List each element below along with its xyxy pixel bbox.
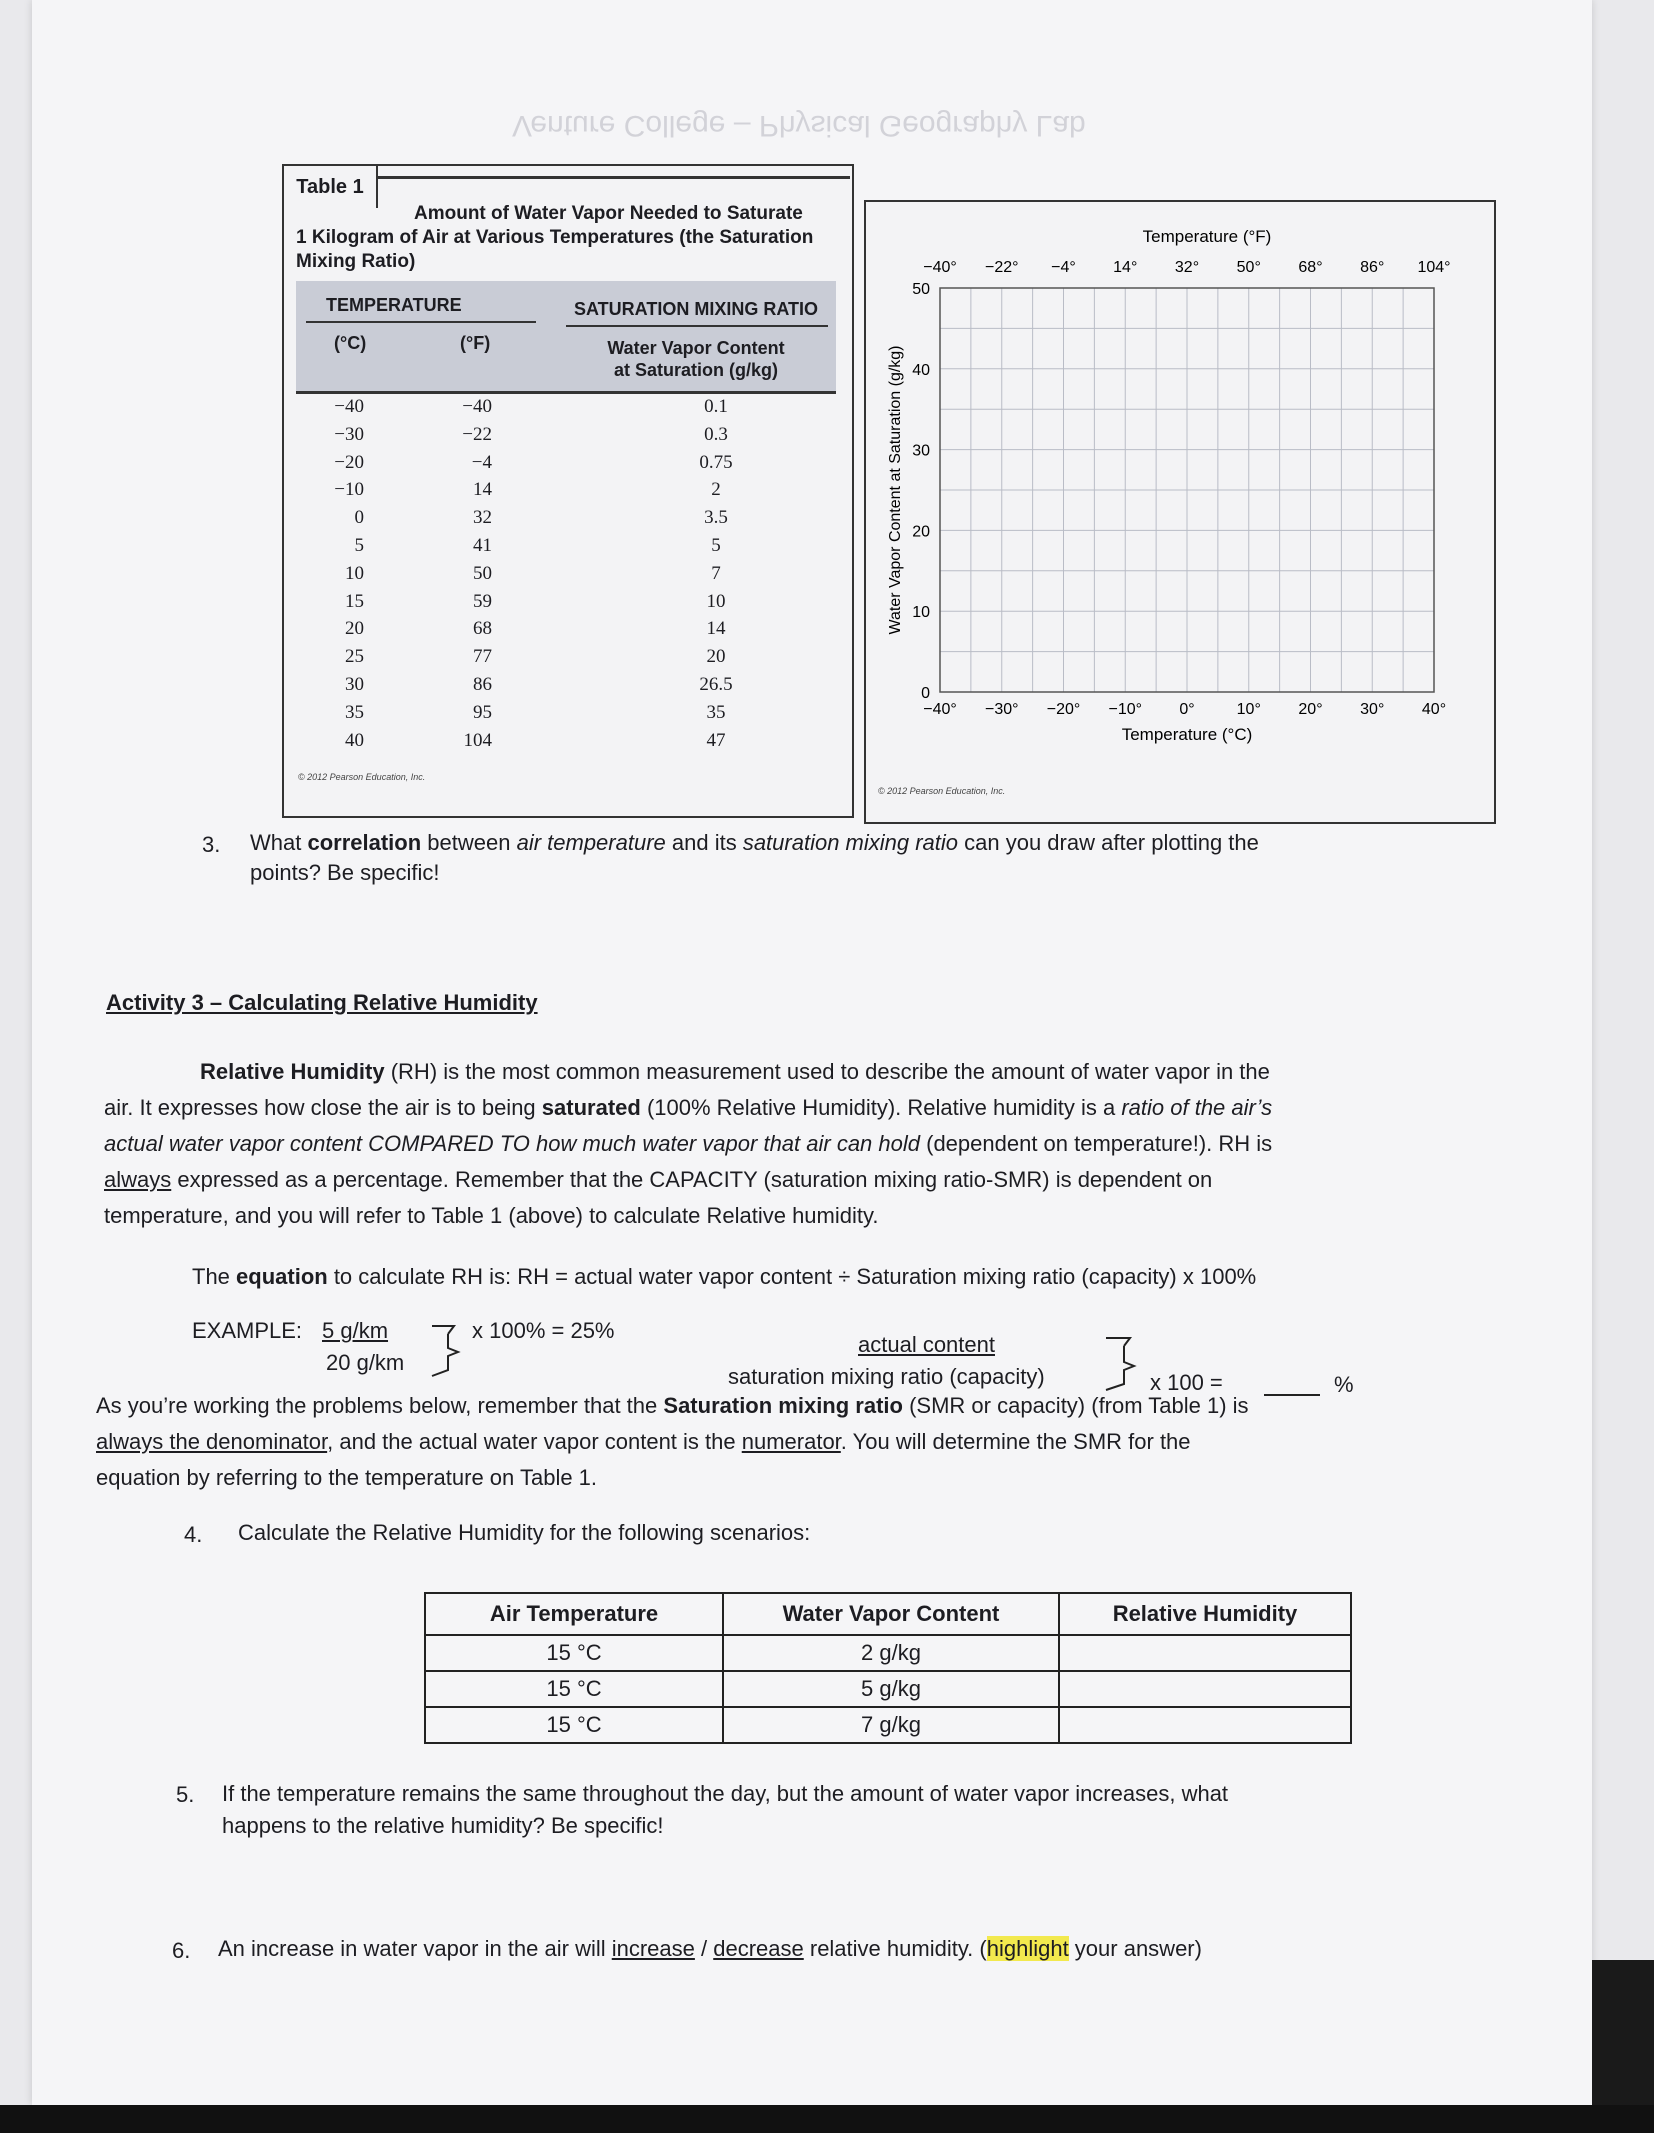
cell-fahrenheit: 95 (473, 701, 492, 723)
x2-tick-label: 14° (1113, 259, 1138, 276)
x-tick-label: 20° (1298, 701, 1323, 718)
table-row (296, 674, 836, 702)
graph-panel (864, 200, 1496, 824)
cell-fahrenheit: 86 (473, 673, 492, 695)
q4-number: 4. (184, 1522, 203, 1547)
table-row (425, 1671, 1351, 1707)
cell-celsius: 25 (345, 646, 364, 668)
cell-relative-humidity-answer[interactable] (1059, 1671, 1351, 1707)
p-text-4: (dependent on temperature!). RH is (920, 1131, 1273, 1156)
activity-3-paragraph (104, 1054, 1544, 1234)
x2-tick-label: 68° (1298, 259, 1323, 276)
x-tick-label: −30° (984, 701, 1019, 718)
cell-celsius: −20 (334, 451, 364, 473)
cell-water-vapor-saturation: 10 (706, 590, 726, 612)
note1-pre: As you’re working the problems below, remember that the (96, 1393, 664, 1418)
p-text-6: temperature, and you will refer to Table 1 (above) to calculate Relative humidity. (104, 1203, 879, 1228)
caption-line-3: Mixing Ratio) (296, 251, 416, 272)
q4-text: Calculate the Relative Humidity for the following scenarios: (238, 1520, 811, 1545)
note2-post: . You will determine the SMR for the (840, 1429, 1191, 1454)
table-row (425, 1635, 1351, 1671)
saturation-chart (866, 202, 1494, 822)
cell-water-vapor-saturation: 26.5 (699, 673, 733, 695)
x-axis-label: Temperature (°C) (1121, 725, 1253, 744)
q6-option-decrease[interactable]: decrease (713, 1936, 804, 1961)
p-text-3: (100% Relative Humidity). Relative humidity is a (640, 1095, 1122, 1120)
table-row (296, 535, 836, 563)
cell-water-vapor-saturation: 0.3 (704, 423, 728, 445)
cell-water-vapor-saturation: 2 (711, 479, 721, 501)
header-temperature: TEMPERATURE (326, 295, 462, 315)
header-relative-humidity: Relative Humidity (1059, 1593, 1351, 1635)
header-rule-smr (566, 325, 828, 327)
table-row (296, 424, 836, 452)
cell-water-vapor-saturation: 35 (706, 701, 726, 723)
q6-mid: relative humidity. ( (803, 1936, 987, 1961)
x-tick-label: 10° (1236, 701, 1261, 718)
cell-water-vapor-content: 5 g/kg (723, 1671, 1059, 1707)
cell-water-vapor-saturation: 7 (711, 562, 721, 584)
table-1-caption (296, 202, 836, 274)
cell-fahrenheit: −22 (462, 423, 492, 445)
formula-brace (1102, 1334, 1146, 1394)
cell-fahrenheit: 14 (473, 479, 492, 501)
caption-line-1: Amount of Water Vapor Needed to Saturate (414, 203, 803, 224)
cell-fahrenheit: 32 (473, 507, 492, 529)
cell-fahrenheit: −40 (462, 396, 492, 417)
eq-post: to calculate RH is: RH = actual water vapor content ÷ Saturation mixing ratio (capacity) x 100% (327, 1264, 1257, 1289)
table-row (296, 479, 836, 507)
q6-option-increase[interactable]: increase (611, 1936, 695, 1961)
q6-highlight-word: highlight (986, 1936, 1069, 1961)
p-underline-always: always (104, 1167, 172, 1192)
header-wvc-line-2: at Saturation (g/kg) (613, 360, 778, 380)
q6-number: 6. (172, 1938, 191, 1963)
p-italic-ratio: ratio of the air’s (1121, 1095, 1273, 1120)
table-row (296, 563, 836, 591)
note1-bold: Saturation mixing ratio (663, 1393, 903, 1418)
q6-post: your answer) (1068, 1936, 1202, 1961)
cell-water-vapor-saturation: 20 (706, 646, 726, 668)
q3-mid1: between (421, 830, 517, 855)
note1-post: (SMR or capacity) (from Table 1) is (902, 1393, 1249, 1418)
cell-water-vapor-saturation: 14 (706, 618, 726, 640)
header-saturation-mixing-ratio: SATURATION MIXING RATIO (574, 299, 818, 319)
bleed-through-title: Venture College – Physical Geography Lab (512, 109, 1086, 142)
activity-3-title: Activity 3 – Calculating Relative Humidity (106, 990, 538, 1015)
y-tick-label: 50 (912, 281, 930, 298)
eq-bold: equation (236, 1264, 328, 1289)
p-italic-actual-content: actual water vapor content COMPARED TO how much water vapor that air can hold (104, 1131, 920, 1156)
q3-pre: What (250, 830, 308, 855)
rh-table-header (425, 1593, 1351, 1635)
table-row (296, 730, 836, 758)
x2-tick-label: −22° (984, 259, 1019, 276)
q3-mid2: and its (665, 830, 743, 855)
cell-water-vapor-saturation: 47 (706, 729, 726, 751)
p-bold-saturated: saturated (541, 1095, 641, 1120)
q3-line-2: points? Be specific! (250, 860, 440, 885)
example-result: x 100% = 25% (472, 1318, 615, 1343)
note3: equation by referring to the temperature on Table 1. (96, 1465, 598, 1490)
header-celsius: (°C) (334, 333, 367, 353)
p-text-5: expressed as a percentage. Remember that the CAPACITY (saturation mixing ratio-SMR) is dependent on (171, 1167, 1213, 1192)
table-row (296, 618, 836, 646)
p-text-1: (RH) is the most common measurement used to describe the amount of water vapor in the (384, 1059, 1270, 1084)
x-tick-label: −10° (1108, 701, 1143, 718)
p-bold-relative-humidity: Relative Humidity (200, 1059, 385, 1084)
cell-celsius: 5 (354, 534, 364, 556)
background-edge (1592, 1960, 1654, 2110)
q3-italic-air-temperature: air temperature (516, 830, 666, 855)
q5-line-1: If the temperature remains the same throughout the day, but the amount of water vapor increases, what (222, 1781, 1229, 1806)
example-denominator: 20 g/km (326, 1350, 405, 1375)
q3-bold-correlation: correlation (307, 830, 422, 855)
cell-fahrenheit: 59 (473, 590, 492, 612)
rh-scenario-table (424, 1592, 1352, 1744)
x-tick-label: −20° (1046, 701, 1081, 718)
formula-denominator: saturation mixing ratio (capacity) (728, 1364, 1045, 1389)
x2-tick-label: 32° (1174, 259, 1200, 276)
smr-note (96, 1388, 1556, 1496)
rh-equation (192, 1262, 1552, 1292)
cell-celsius: 35 (345, 701, 364, 723)
x-tick-label: −40° (923, 701, 957, 718)
y-tick-label: 30 (912, 442, 930, 460)
q5-text (222, 1778, 1582, 1842)
q5-line-2: happens to the relative humidity? Be specific! (222, 1813, 664, 1838)
chart-copyright: © 2012 Pearson Education, Inc. (878, 786, 1006, 796)
x2-tick-label: 86° (1360, 259, 1385, 276)
formula-numerator: actual content (858, 1332, 995, 1357)
q6-separator: / (694, 1936, 714, 1961)
cell-air-temperature: 15 °C (425, 1635, 723, 1671)
header-rule-temp (306, 321, 536, 323)
x-tick-label: 40° (1421, 701, 1447, 718)
table-1-header (296, 281, 836, 394)
example-numerator: 5 g/km (322, 1318, 389, 1343)
y-axis-label: Water Vapor Content at Saturation (g/kg) (887, 345, 904, 635)
bottom-edge (0, 2105, 1654, 2133)
formula-unit: % (1334, 1372, 1354, 1397)
x2-tick-label: −4° (1051, 259, 1076, 276)
cell-celsius: 15 (345, 590, 364, 612)
cell-water-vapor-saturation: 0.75 (699, 451, 733, 473)
cell-celsius: 30 (345, 673, 364, 695)
formula-result: x 100 = (1150, 1370, 1223, 1395)
q6-text (218, 1934, 1598, 1964)
x-tick-label: 0° (1179, 701, 1195, 718)
y-tick-label: 10 (912, 604, 930, 622)
y-tick-label: 20 (912, 523, 930, 541)
x2-tick-label: 104° (1417, 259, 1451, 276)
x2-tick-label: 50° (1236, 259, 1261, 276)
x2-axis-label: Temperature (°F) (1142, 227, 1272, 246)
table-1-copyright: © 2012 Pearson Education, Inc. (298, 772, 426, 782)
cell-water-vapor-saturation: 5 (711, 534, 721, 556)
example-label: EXAMPLE: (192, 1318, 303, 1343)
q6-pre: An increase in water vapor in the air will (218, 1936, 612, 1961)
header-air-temperature: Air Temperature (425, 1593, 723, 1635)
cell-celsius: −10 (334, 479, 364, 501)
cell-fahrenheit: 104 (463, 729, 492, 751)
cell-celsius: −30 (334, 423, 364, 445)
cell-celsius: 20 (345, 618, 364, 640)
cell-celsius: −40 (334, 396, 364, 417)
cell-water-vapor-saturation: 0.1 (704, 396, 728, 417)
header-wvc-line-1: Water Vapor Content (607, 338, 785, 358)
note2-underline-denominator: always the denominator (96, 1429, 328, 1454)
caption-line-2: 1 Kilogram of Air at Various Temperatures (the Saturation (296, 227, 814, 248)
cell-water-vapor-content: 7 g/kg (723, 1707, 1059, 1743)
note2-mid: , and the actual water vapor content is the (327, 1429, 742, 1454)
table-1-tab: Table 1 (282, 164, 378, 208)
x-tick-label: 30° (1360, 701, 1385, 718)
q3-italic-smr: saturation mixing ratio (742, 830, 959, 855)
note2-underline-numerator: numerator (741, 1429, 841, 1454)
y-tick-label: 0 (921, 685, 930, 702)
table-1-panel (282, 164, 854, 818)
x2-tick-label: −40° (923, 259, 957, 276)
worksheet-page (32, 0, 1592, 2105)
y-tick-label: 40 (912, 361, 930, 379)
header-fahrenheit: (°F) (460, 333, 491, 353)
cell-water-vapor-saturation: 3.5 (704, 507, 728, 529)
cell-fahrenheit: 41 (473, 534, 492, 556)
cell-fahrenheit: 77 (473, 646, 492, 668)
table-1-rule (372, 176, 850, 179)
table-row (296, 507, 836, 535)
cell-celsius: 10 (345, 562, 364, 584)
table-row (296, 702, 836, 730)
cell-relative-humidity-answer[interactable] (1059, 1635, 1351, 1671)
table-row (296, 452, 836, 480)
q5-number: 5. (176, 1782, 195, 1807)
cell-celsius: 0 (354, 507, 364, 529)
cell-fahrenheit: 68 (473, 618, 492, 640)
q3-text (250, 828, 1510, 888)
cell-water-vapor-content: 2 g/kg (723, 1635, 1059, 1671)
q3-number: 3. (202, 832, 221, 857)
table-1-body (296, 396, 836, 757)
cell-relative-humidity-answer[interactable] (1059, 1707, 1351, 1743)
cell-air-temperature: 15 °C (425, 1671, 723, 1707)
example-brace (428, 1322, 470, 1380)
table-row (296, 396, 836, 424)
p-text-2: air. It expresses how close the air is to being (104, 1095, 542, 1120)
table-row (296, 646, 836, 674)
table-row (296, 591, 836, 619)
cell-fahrenheit: 50 (473, 562, 492, 584)
cell-air-temperature: 15 °C (425, 1707, 723, 1743)
cell-fahrenheit: −4 (471, 451, 492, 473)
table-row (425, 1707, 1351, 1743)
cell-celsius: 40 (345, 729, 364, 751)
header-water-vapor-content (596, 337, 796, 381)
eq-pre: The (192, 1264, 237, 1289)
q3-post: can you draw after plotting the (958, 830, 1259, 855)
header-water-vapor-content: Water Vapor Content (723, 1593, 1059, 1635)
